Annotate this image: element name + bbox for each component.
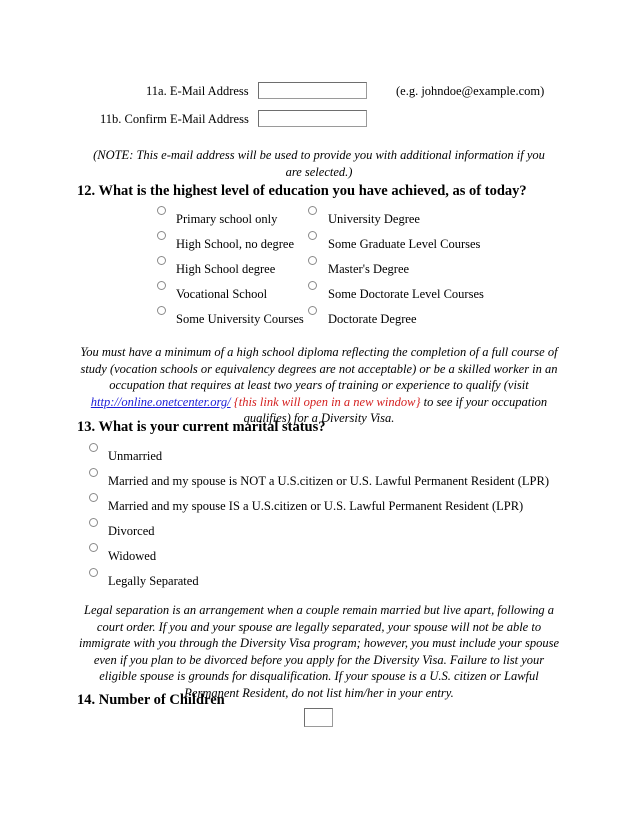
note-line: eligible spouse is grounds for disqualification. If your spouse is a U.S. citizen or Lawful — [99, 669, 539, 683]
radio-high-school-no-degree[interactable] — [157, 231, 166, 240]
option-label: Some Graduate Level Courses — [328, 237, 481, 251]
radio-married-citizen[interactable] — [89, 493, 98, 502]
option-label: High School degree — [176, 262, 276, 276]
option-label: Widowed — [108, 549, 157, 563]
info-link-line — [54, 394, 584, 411]
option-label: Doctorate Degree — [328, 312, 417, 326]
option-label: Married and my spouse IS a U.S.citizen or U.S. Lawful Permanent Resident (LPR) — [108, 499, 524, 513]
option-label: University Degree — [328, 212, 420, 226]
email-note-line: are selected.) — [285, 164, 353, 179]
email-input[interactable] — [258, 82, 367, 99]
note-line: court order. If you and your spouse are legally separated, your spouse will not be able to — [96, 619, 542, 634]
note-line: even if you plan to be divorced before you apply for the Diversity Visa. Failure to list your — [93, 652, 545, 667]
email-example: (e.g. johndoe@example.com) — [396, 84, 545, 98]
option-label: Married and my spouse is NOT a U.S.citizen or U.S. Lawful Permanent Resident (LPR) — [108, 474, 550, 488]
radio-some-university[interactable] — [157, 306, 166, 315]
radio-widowed[interactable] — [89, 543, 98, 552]
q13-title: 13. What is your current marital status? — [77, 419, 326, 435]
option-label: Some Doctorate Level Courses — [328, 287, 484, 301]
email-note — [70, 147, 568, 180]
radio-masters-degree[interactable] — [308, 256, 317, 265]
option-label: Vocational School — [176, 287, 268, 301]
email-label: 11a. E-Mail Address — [146, 84, 249, 98]
q14-title: 14. Number of Children — [77, 692, 225, 708]
radio-married-not-citizen[interactable] — [89, 468, 98, 477]
radio-primary-school[interactable] — [157, 206, 166, 215]
radio-some-doctorate[interactable] — [308, 281, 317, 290]
new-window-notice: {this link will open in a new window} — [233, 394, 421, 409]
radio-divorced[interactable] — [89, 518, 98, 527]
radio-legally-separated[interactable] — [89, 568, 98, 577]
info-line: qualifies) for a Diversity Visa. — [243, 411, 395, 425]
email-note-line: (NOTE: This e-mail address will be used to provide you with additional information if you — [93, 148, 545, 162]
option-label: Some University Courses — [176, 312, 304, 326]
option-label: Primary school only — [176, 212, 278, 226]
onetcenter-link[interactable]: http://online.onetcenter.org/ — [90, 394, 231, 409]
option-label: Master's Degree — [328, 262, 410, 276]
info-text: to see if your occupation — [423, 394, 548, 409]
radio-university-degree[interactable] — [308, 206, 317, 215]
option-label: Unmarried — [108, 449, 163, 463]
confirm-email-label: 11b. Confirm E-Mail Address — [100, 112, 249, 126]
note-line: Permanent Resident, do not list him/her in your entry. — [184, 685, 454, 700]
info-line: study (vocation schools or equivalency degrees are not acceptable) or be a skilled worker in an — [80, 361, 558, 376]
radio-some-graduate[interactable] — [308, 231, 317, 240]
info-line: You must have a minimum of a high school diploma reflecting the completion of a full course of — [80, 345, 558, 359]
q12-title: 12. What is the highest level of education you have achieved, as of today? — [77, 183, 527, 199]
radio-unmarried[interactable] — [89, 443, 98, 452]
separation-note — [54, 602, 584, 701]
option-label: Legally Separated — [108, 574, 199, 588]
confirm-email-input[interactable] — [258, 110, 367, 127]
radio-doctorate-degree[interactable] — [308, 306, 317, 315]
education-info-note — [54, 344, 584, 427]
note-line: immigrate with you through the Diversity Visa program; however, you must include your spouse — [78, 636, 560, 650]
radio-vocational-school[interactable] — [157, 281, 166, 290]
option-label: Divorced — [108, 524, 155, 538]
radio-high-school-degree[interactable] — [157, 256, 166, 265]
children-count-input[interactable] — [304, 708, 333, 727]
option-label: High School, no degree — [176, 237, 295, 251]
info-line: occupation that requires at least two years of training or experience to qualify (visit — [109, 378, 529, 392]
note-line: Legal separation is an arrangement when a couple remain married but live apart, following a — [84, 603, 554, 617]
